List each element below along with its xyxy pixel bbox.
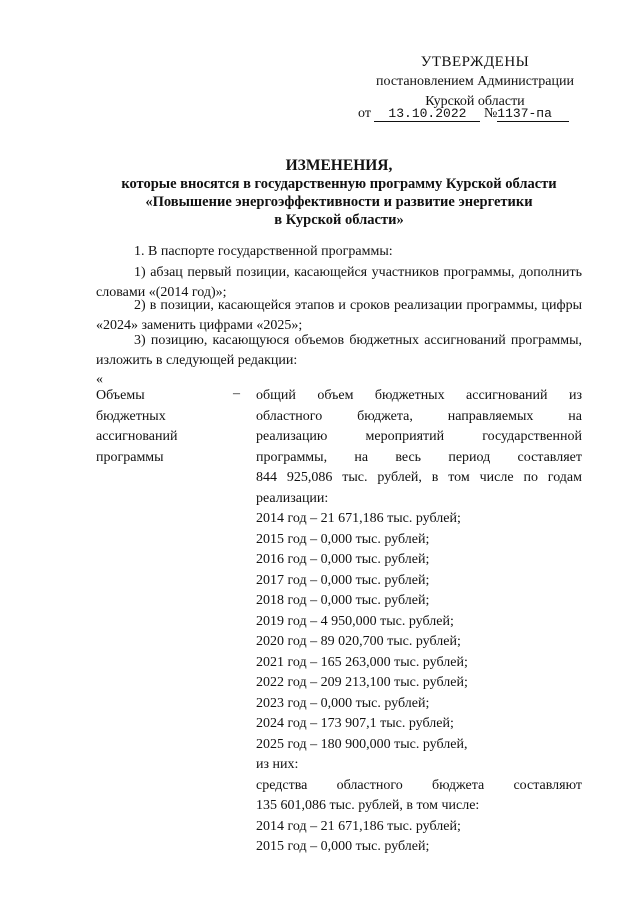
heading-line-2: «Повышение энергоэффективности и развитие энергетики [145,194,533,210]
approval-number: 1137-па [497,106,569,122]
number-prefix: № [483,106,498,121]
year-line: 2021 год – 165 263,000 тыс. рублей; [256,654,468,670]
intro-line: реализацию мероприятий государственной [256,429,582,444]
year-line: 2023 год – 0,000 тыс. рублей; [256,695,430,711]
regional-funds-line: средства областного бюджета составляют [256,777,582,793]
heading-line-1: которые вносятся в государственную программу Курской области [121,176,557,192]
intro-line: областного бюджета, направляемых на [256,408,582,424]
intro-line: 844 925,086 тыс. рублей, в том числе по годам [256,470,582,485]
paragraph-2: 1) абзац первый позиции, касающейся участников программы, дополнить словами «(2014 год)»; [96,265,582,300]
paragraph-3: 2) в позиции, касающейся этапов и сроков реализации программы, цифры «2024» заменить цифрами «2025»; [96,298,582,333]
approval-title: УТВЕРЖДЕНЫ [420,54,530,70]
year-line: 2022 год – 209 213,100 тыс. рублей; [256,675,468,690]
regional-funds-total: 135 601,086 тыс. рублей, в том числе: [256,798,480,813]
heading-line-3: в Курской области» [274,212,404,228]
year-line: 2017 год – 0,000 тыс. рублей; [256,572,430,588]
approval-date-line [358,106,569,122]
regional-year-line: 2015 год – 0,000 тыс. рублей; [256,839,430,854]
year-line: 2024 год – 173 907,1 тыс. рублей; [256,716,454,731]
intro-line: общий объем бюджетных ассигнований из [256,388,582,403]
regional-year-line: 2014 год – 21 671,186 тыс. рублей; [256,818,461,834]
date-prefix: от [358,106,371,121]
heading-title: ИЗМЕНЕНИЯ, [285,157,393,174]
year-line: 2016 год – 0,000 тыс. рублей; [256,552,430,567]
paragraph-4: 3) позицию, касающуюся объемов бюджетных ассигнований программы, изложить в следующей редакции: [96,333,582,368]
year-line: 2018 год – 0,000 тыс. рублей; [256,593,430,608]
table-right-content [256,386,582,858]
year-line: 2014 год – 21 671,186 тыс. рублей; [256,511,461,526]
paragraph-1: 1. В паспорте государственной программы: [134,244,393,259]
approval-date: 13.10.2022 [374,106,480,122]
approval-block [360,52,590,112]
year-line: 2020 год – 89 020,700 тыс. рублей; [256,634,461,649]
year-line: 2015 год – 0,000 тыс. рублей; [256,531,430,547]
opening-quote-mark: « [96,372,103,387]
intro-line-end: реализации: [256,490,329,506]
year-line: 2025 год – 180 900,000 тыс. рублей, [256,736,468,752]
table-left-label: Объемы бюджетных ассигнований программы [96,388,178,465]
approval-line-2: Курской области [425,94,525,109]
approval-line-1: постановлением Администрации [376,74,574,89]
intro-line: программы, на весь период составляет [256,449,582,465]
table-dash: – [233,386,240,401]
document-heading [96,157,582,229]
year-line: 2019 год – 4 950,000 тыс. рублей; [256,613,454,629]
of-them-label: из них: [256,757,299,772]
